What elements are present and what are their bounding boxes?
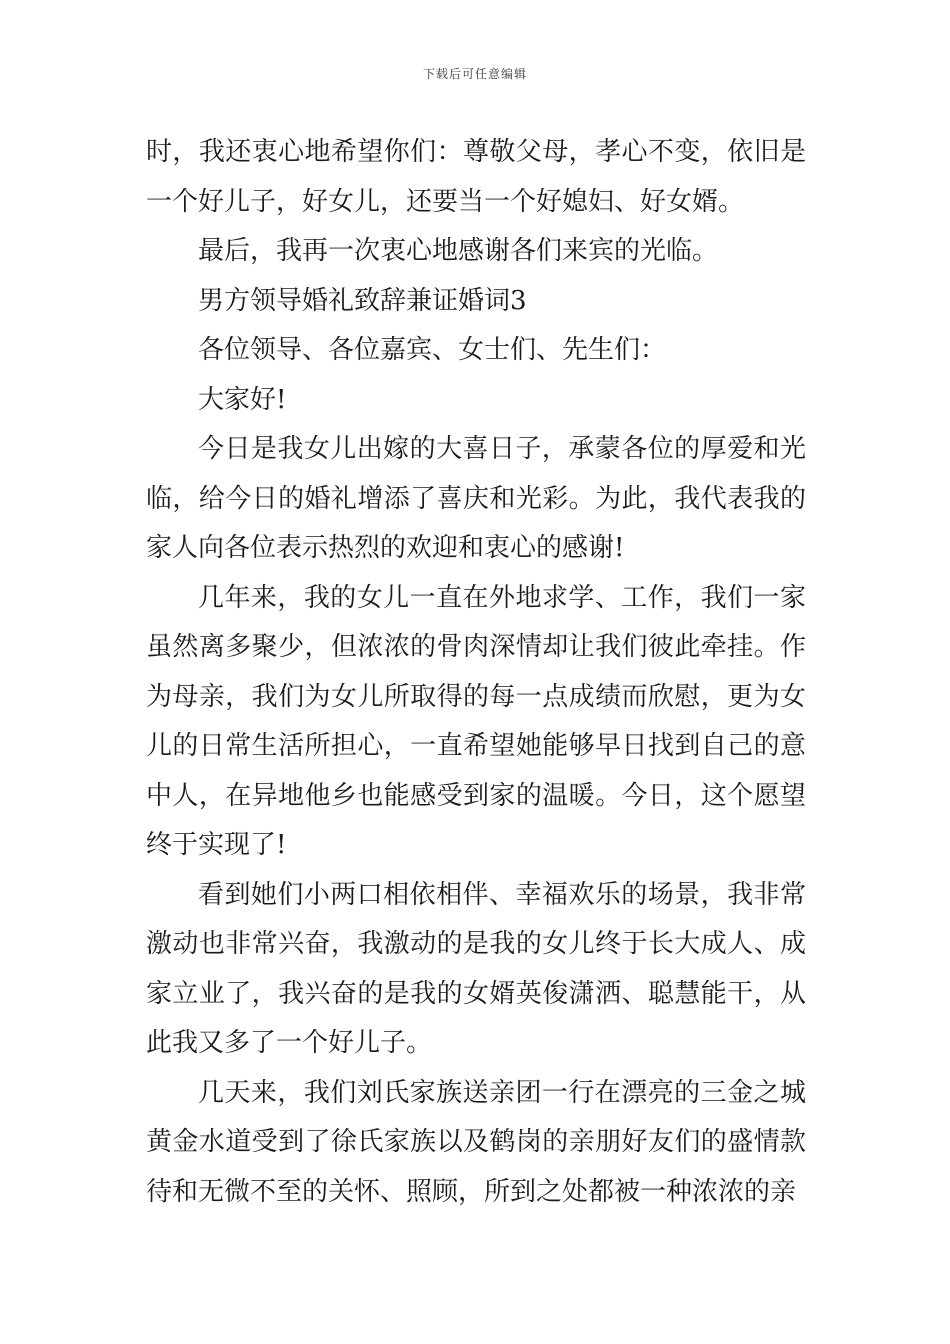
page-header-note: 下载后可任意编辑 <box>422 67 527 81</box>
paragraph-2: 最后，我再一次衷心地感谢各们来宾的光临。 <box>198 236 719 266</box>
paragraph-6: 今日是我女儿出嫁的大喜日子，承蒙各位的厚爱和光临，给今日的婚礼增添了喜庆和光彩。为此，我代表我的家人向各位表示热烈的欢迎和衷心的感谢! <box>146 434 806 563</box>
section-title: 男方领导婚礼致辞兼证婚词3 <box>198 285 527 316</box>
paragraph-9: 几天来，我们刘氏家族送亲团一行在漂亮的三金之城黄金水道受到了徐氏家族以及鹤岗的亲朋好友们的盛情款待和无微不至的关怀、照顾，所到之处都被一种浓浓的亲 <box>146 1077 806 1207</box>
document-body <box>146 128 806 1217</box>
greeting: 大家好! <box>198 384 287 415</box>
salutation: 各位领导、各位嘉宾、女士们、先生们： <box>198 335 667 365</box>
paragraph-8: 看到她们小两口相依相伴、幸福欢乐的场景，我非常激动也非常兴奋，我激动的是我的女儿终于长大成人、成家立业了，我兴奋的是我的女婿英俊潇洒、聪慧能干，从此我又多了一个好儿子。 <box>146 879 806 1058</box>
paragraph-1: 时，我还衷心地希望你们：尊敬父母，孝心不变，依旧是一个好儿子，好女儿，还要当一个好媳妇、好女婿。 <box>146 137 806 217</box>
paragraph-7: 几年来，我的女儿一直在外地求学、工作，我们一家虽然离多聚少，但浓浓的骨肉深情却让我们彼此牵挂。作为母亲，我们为女儿所取得的每一点成绩而欣慰，更为女儿的日常生活所担心，一直希望她能够早日找到自己的意中人，在异地他乡也能感受到家的温暖。今日，这个愿望终于实现了! <box>146 582 806 860</box>
